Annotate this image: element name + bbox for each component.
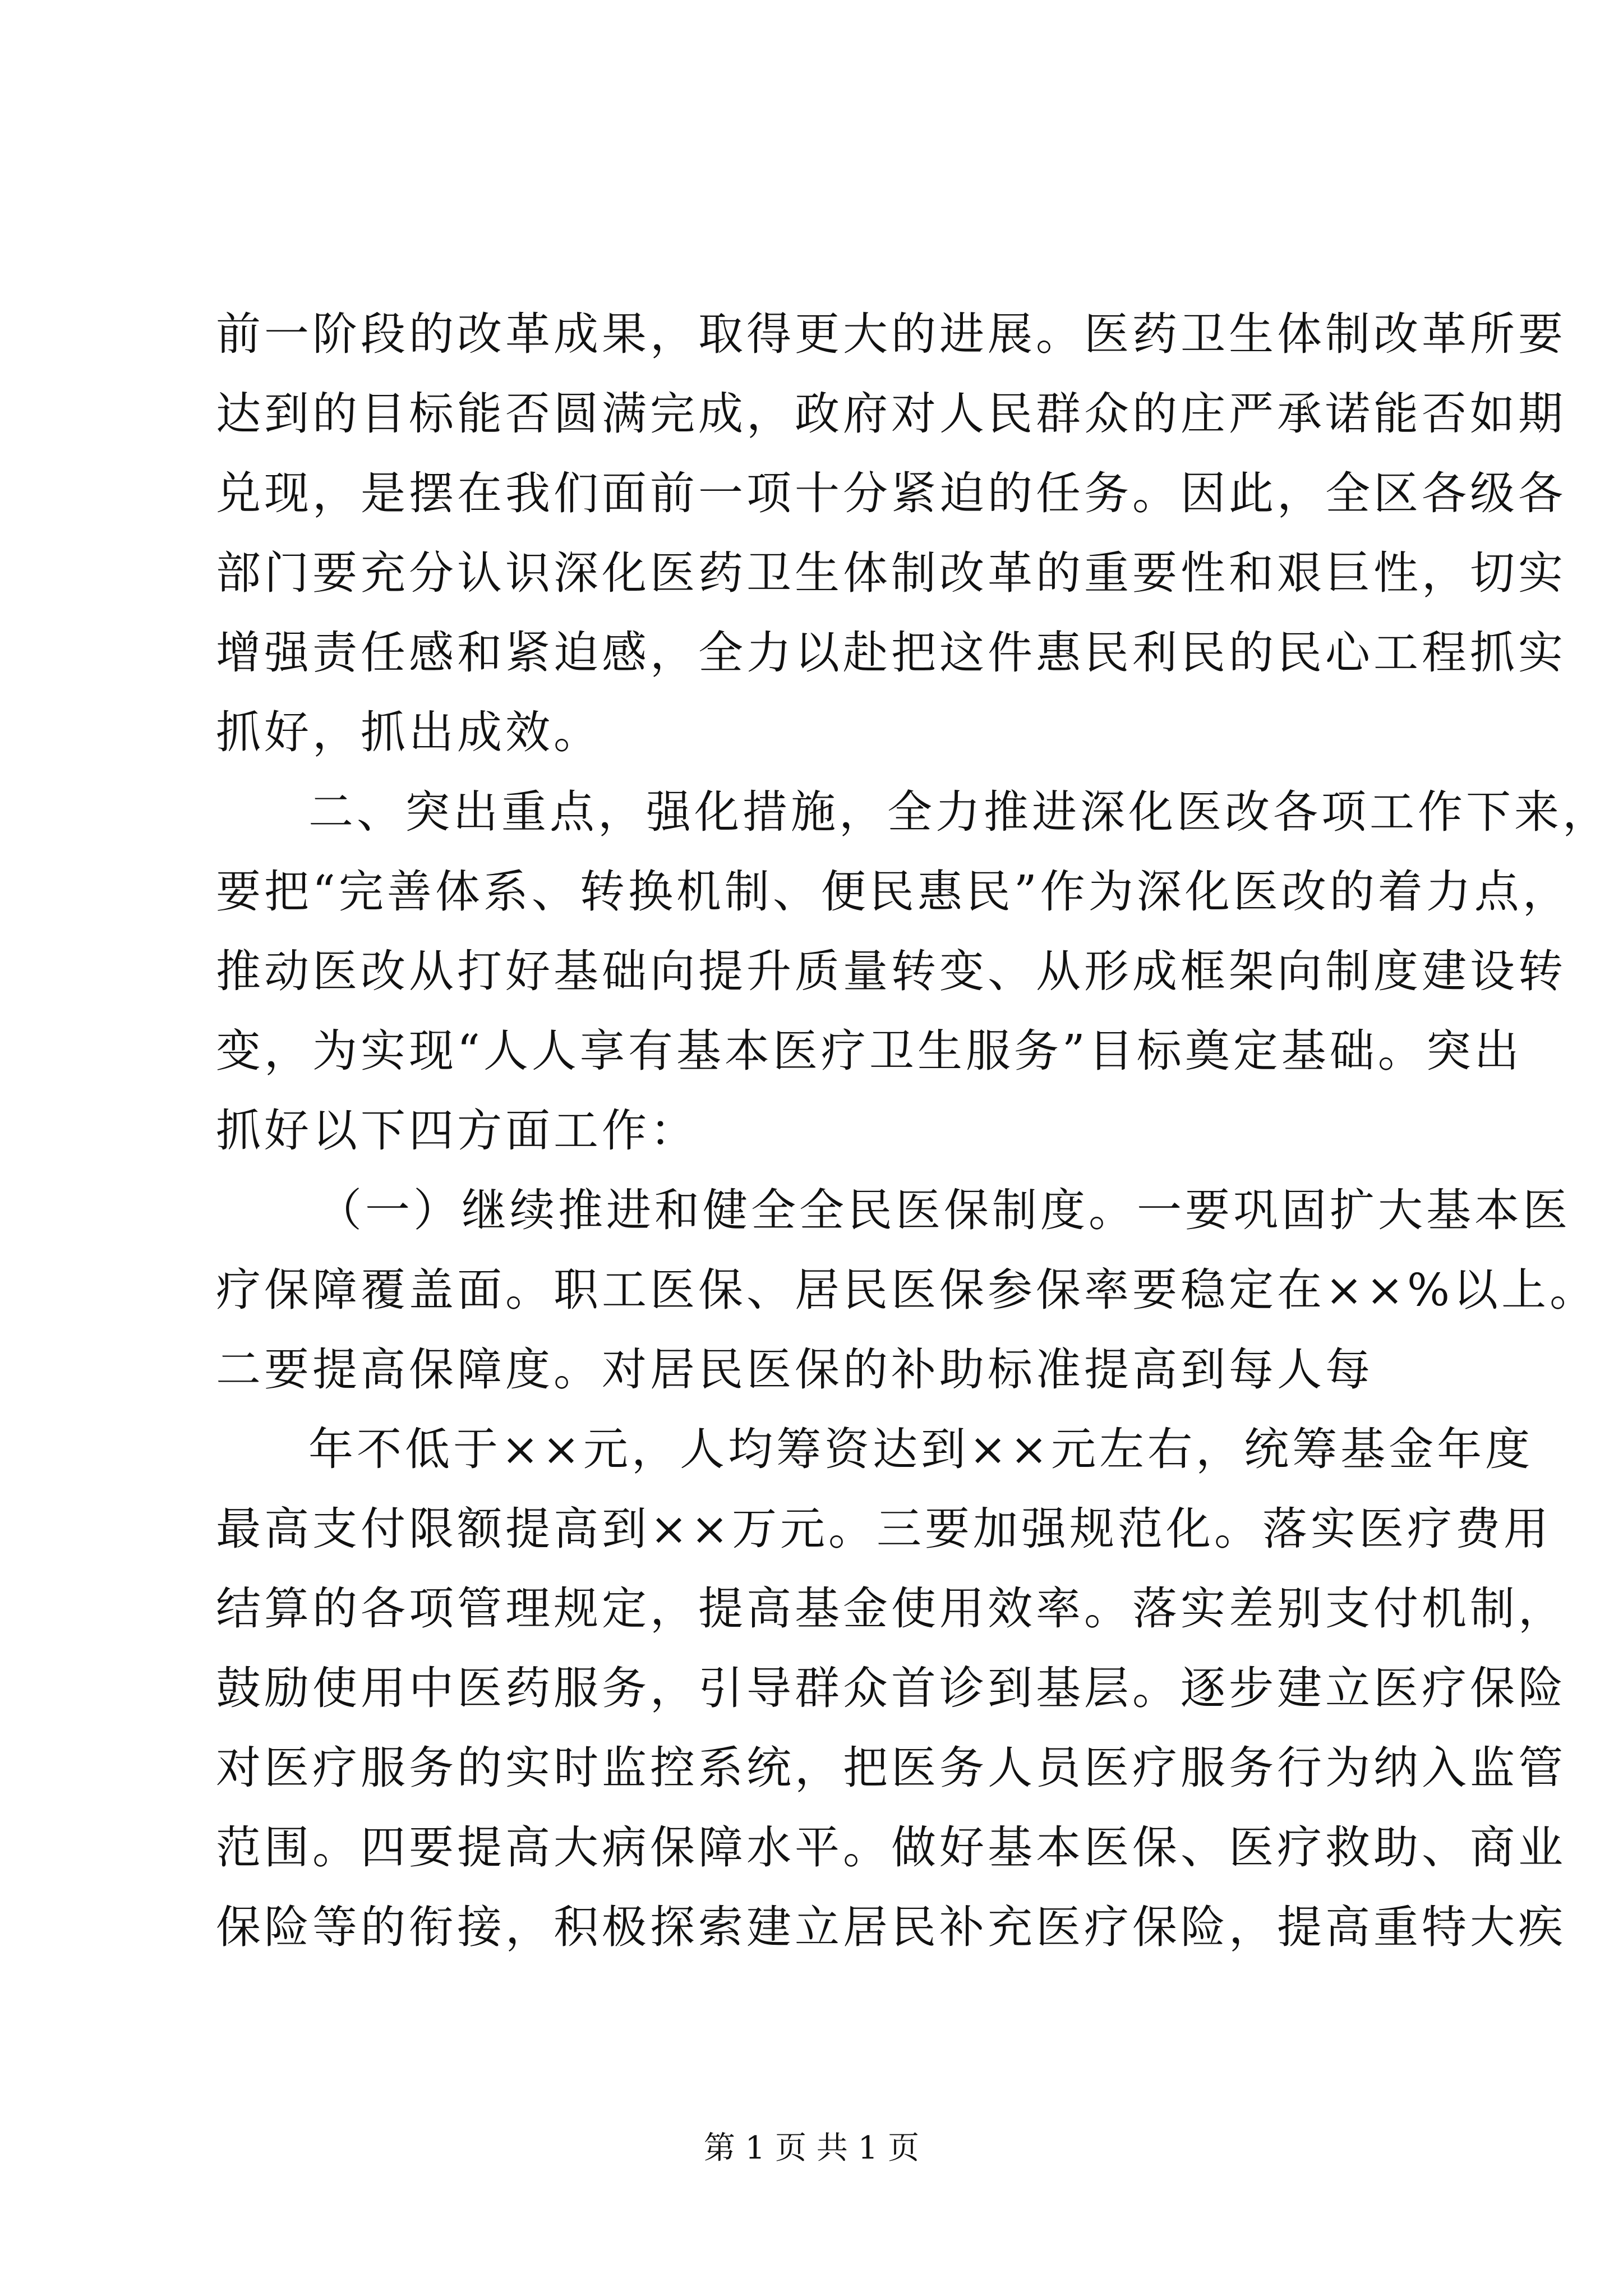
text-line: 兑现，是摆在我们面前一项十分紧迫的任务。因此，全区各级各 — [216, 467, 1566, 519]
text-line: 变，为实现“人人享有基本医疗卫生服务”目标奠定基础。突出 — [216, 1025, 1523, 1077]
text-line: 达到的目标能否圆满完成，政府对人民群众的庄严承诺能否如期 — [216, 388, 1566, 440]
subsection-heading-line: （一）继续推进和健全全民医保制度。一要巩固扩大基本医 — [317, 1184, 1571, 1236]
text-line: 鼓励使用中医药服务，引导群众首诊到基层。逐步建立医疗保险 — [216, 1662, 1566, 1714]
text-line: 疗保障覆盖面。职工医保、居民医保参保率要稳定在××%以上。 — [216, 1264, 1598, 1316]
text-line: 最高支付限额提高到××万元。三要加强规范化。落实医疗费用 — [216, 1503, 1552, 1555]
text-line: 抓好以下四方面工作： — [216, 1105, 698, 1157]
text-line: 年不低于××元，人均筹资达到××元左右，统筹基金年度 — [308, 1423, 1534, 1475]
text-line: 范围。四要提高大病保障水平。做好基本医保、医疗救助、商业 — [216, 1821, 1566, 1874]
text-line: 增强责任感和紧迫感，全力以赴把这件惠民利民的民心工程抓实 — [216, 627, 1566, 679]
text-line: 推动医改从打好基础向提升质量转变、从形成框架向制度建设转 — [216, 945, 1566, 997]
page-footer: 第 1 页 共 1 页 — [703, 2130, 920, 2166]
text-line: 抓好，抓出成效。 — [216, 706, 602, 758]
section-heading-line: 二、突出重点，强化措施，全力推进深化医改各项工作下来， — [308, 786, 1611, 838]
text-line: 要把“完善体系、转换机制、便民惠民”作为深化医改的着力点， — [216, 866, 1571, 918]
text-line: 前一阶段的改革成果，取得更大的进展。医药卫生体制改革所要 — [216, 308, 1566, 360]
text-line: 二要提高保障度。对居民医保的补助标准提高到每人每 — [216, 1343, 1373, 1396]
text-line: 保险等的衔接，积极探索建立居民补充医疗保险，提高重特大疾 — [216, 1901, 1566, 1953]
text-line: 结算的各项管理规定，提高基金使用效率。落实差别支付机制， — [216, 1582, 1566, 1635]
text-line: 部门要充分认识深化医药卫生体制改革的重要性和艰巨性，切实 — [216, 547, 1566, 599]
document-body — [216, 295, 1611, 1967]
text-line: 对医疗服务的实时监控系统，把医务人员医疗服务行为纳入监管 — [216, 1742, 1566, 1794]
